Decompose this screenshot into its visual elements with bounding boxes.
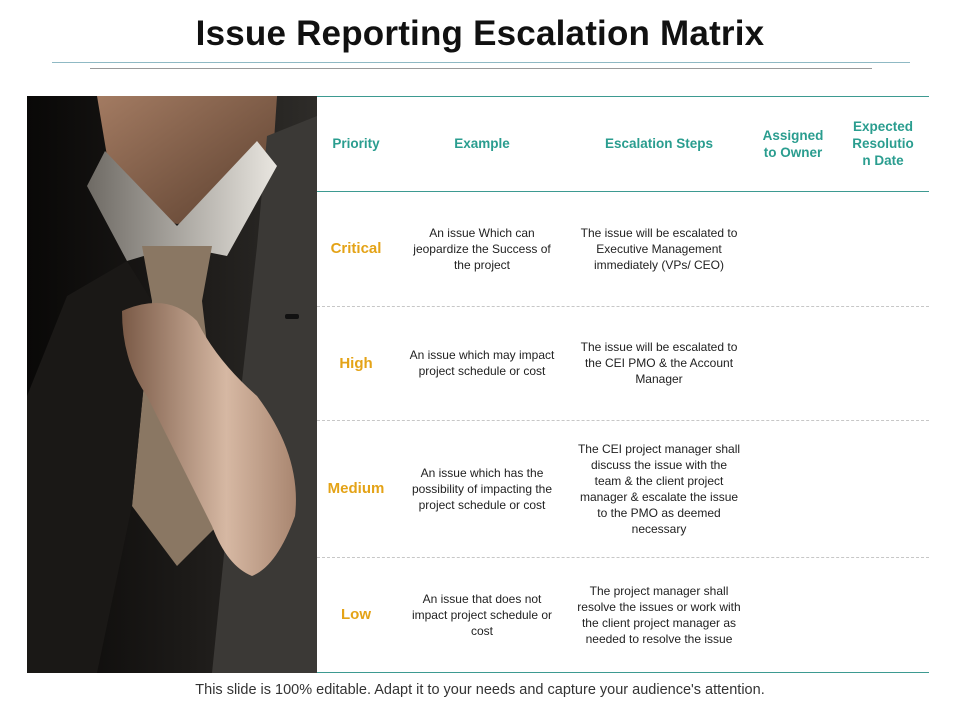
header-example: Example	[454, 136, 510, 151]
owner-cell	[753, 420, 833, 557]
date-cell	[843, 420, 923, 557]
example-cell: An issue which has the possibility of impacting the project schedule or cost	[411, 465, 553, 512]
owner-cell	[753, 557, 833, 672]
example-cell: An issue that does not impact project schedule or cost	[411, 591, 553, 638]
header-escalation-steps: Escalation Steps	[604, 136, 714, 151]
example-cell: An issue Which can jeopardize the Success of the project	[413, 225, 551, 272]
slide-footer-caption: This slide is 100% editable. Adapt it to your needs and capture your audience's attention.	[195, 682, 765, 698]
escalation-steps-cell: The issue will be escalated to Executive Management immediately (VPs/ CEO)	[580, 225, 738, 272]
priority-low: Low	[341, 606, 371, 623]
date-cell	[843, 306, 923, 420]
header-priority: Priority	[332, 136, 380, 151]
example-cell: An issue which may impact project schedule or cost	[409, 348, 555, 378]
header-assigned-owner: Assigned to Owner	[762, 127, 824, 160]
escalation-steps-cell: The issue will be escalated to the CEI PMO & the Account Manager	[580, 340, 738, 386]
title-underline-accent	[52, 62, 910, 63]
escalation-steps-cell: The project manager shall resolve the issues or work with the client project manager as needed to resolve the issue	[577, 583, 741, 646]
owner-cell	[753, 306, 833, 420]
table-bottom-border	[317, 672, 929, 673]
date-cell	[843, 557, 923, 672]
owner-cell	[753, 191, 833, 306]
title-underline	[90, 68, 872, 69]
header-expected-date: Expected Resolutio n Date	[852, 119, 914, 168]
escalation-steps-cell: The CEI project manager shall discuss the issue with the team & the client project manager & escalate the issue to the PMO as deemed necessary	[577, 441, 741, 536]
businessman-photo	[27, 96, 317, 673]
lapel-buttonhole	[285, 314, 299, 319]
date-cell	[843, 191, 923, 306]
escalation-matrix-table	[317, 96, 929, 673]
slide-title: Issue Reporting Escalation Matrix	[195, 14, 765, 53]
priority-high: High	[339, 354, 373, 372]
priority-critical: Critical	[330, 240, 382, 257]
priority-medium: Medium	[327, 480, 385, 497]
